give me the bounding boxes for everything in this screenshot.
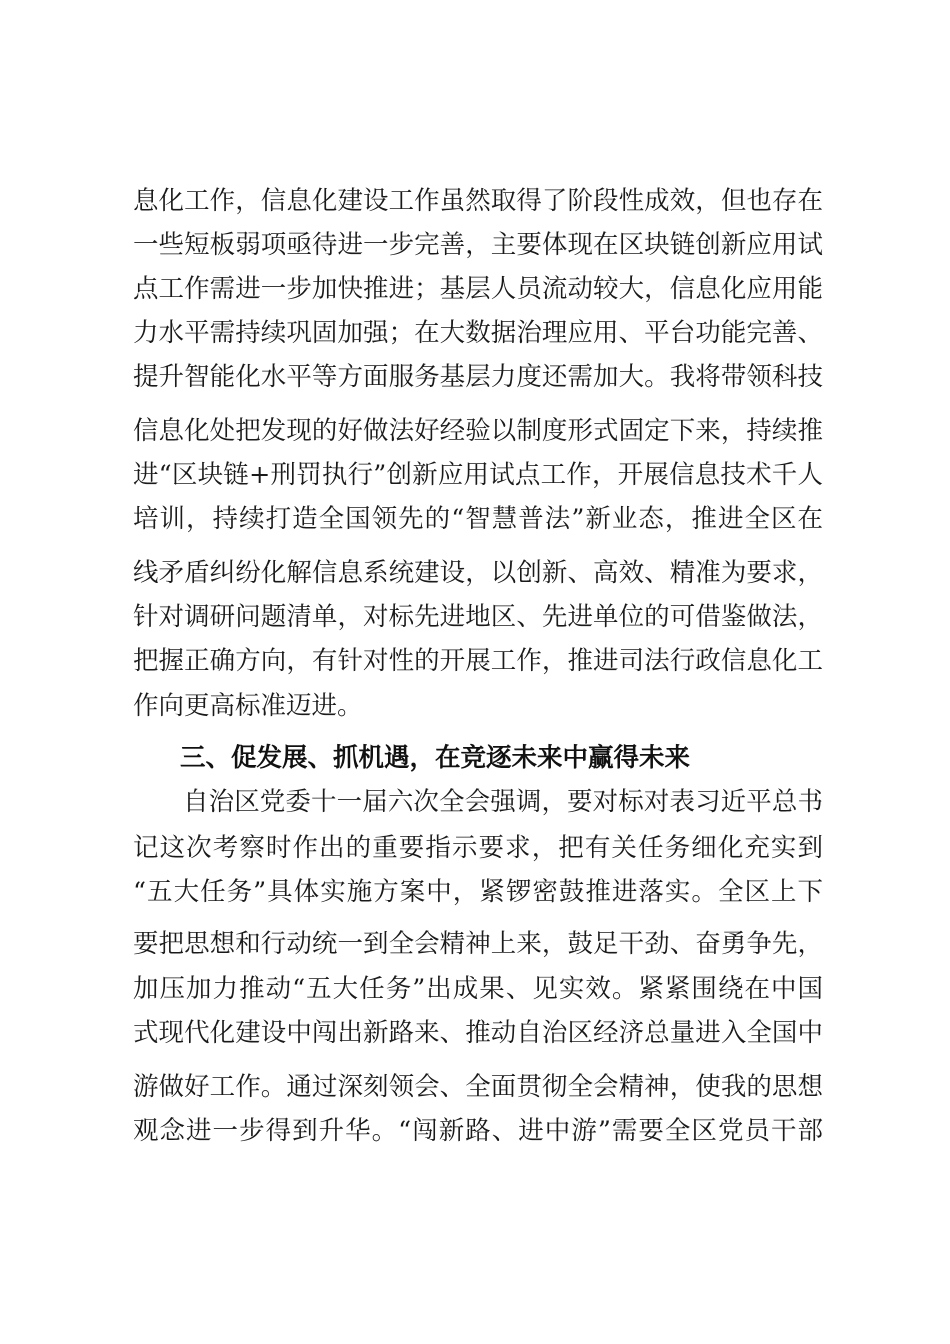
- paragraph-line: 线矛盾纠纷化解信息系统建设，以创新、高效、精准为要求，: [133, 558, 823, 588]
- section-heading: 三、促发展、抓机遇，在竞逐未来中赢得未来: [180, 743, 691, 773]
- paragraph-line: 加压加力推动“五大任务”出成果、见实效。紧紧围绕在中国: [133, 974, 823, 1004]
- paragraph-line: 培训，持续打造全国领先的“智慧普法”新业态，推进全区在: [133, 504, 823, 534]
- paragraph-line: 进“区块链+刑罚执行”创新应用试点工作，开展信息技术千人: [133, 460, 823, 490]
- paragraph-line: 作向更高标准迈进。: [133, 691, 363, 721]
- paragraph-line: 要把思想和行动统一到全会精神上来，鼓足干劲、奋勇争先，: [133, 929, 823, 959]
- paragraph-line: 游做好工作。通过深刻领会、全面贯彻全会精神，使我的思想: [133, 1072, 823, 1102]
- paragraph-line: 提升智能化水平等方面服务基层力度还需加大。我将带领科技: [133, 362, 823, 392]
- paragraph-line: 一些短板弱项亟待进一步完善，主要体现在区块链创新应用试: [133, 230, 823, 260]
- paragraph-line: 点工作需进一步加快推进；基层人员流动较大，信息化应用能: [133, 274, 823, 304]
- paragraph-line: “五大任务”具体实施方案中，紧锣密鼓推进落实。全区上下: [133, 877, 823, 907]
- paragraph-line: 息化工作，信息化建设工作虽然取得了阶段性成效，但也存在: [133, 186, 823, 216]
- paragraph-line: 把握正确方向，有针对性的开展工作，推进司法行政信息化工: [133, 646, 823, 676]
- paragraph-line: 式现代化建设中闯出新路来、推动自治区经济总量进入全国中: [133, 1018, 823, 1048]
- paragraph-line: 记这次考察时作出的重要指示要求，把有关任务细化充实到: [133, 833, 823, 863]
- paragraph-line: 信息化处把发现的好做法好经验以制度形式固定下来，持续推: [133, 416, 823, 446]
- paragraph-line: 力水平需持续巩固加强；在大数据治理应用、平台功能完善、: [133, 318, 823, 348]
- paragraph-line: 观念进一步得到升华。“闯新路、进中游”需要全区党员干部: [133, 1116, 823, 1146]
- paragraph-line: 自治区党委十一届六次全会强调，要对标对表习近平总书: [183, 787, 823, 817]
- paragraph-line: 针对调研问题清单，对标先进地区、先进单位的可借鉴做法，: [133, 602, 823, 632]
